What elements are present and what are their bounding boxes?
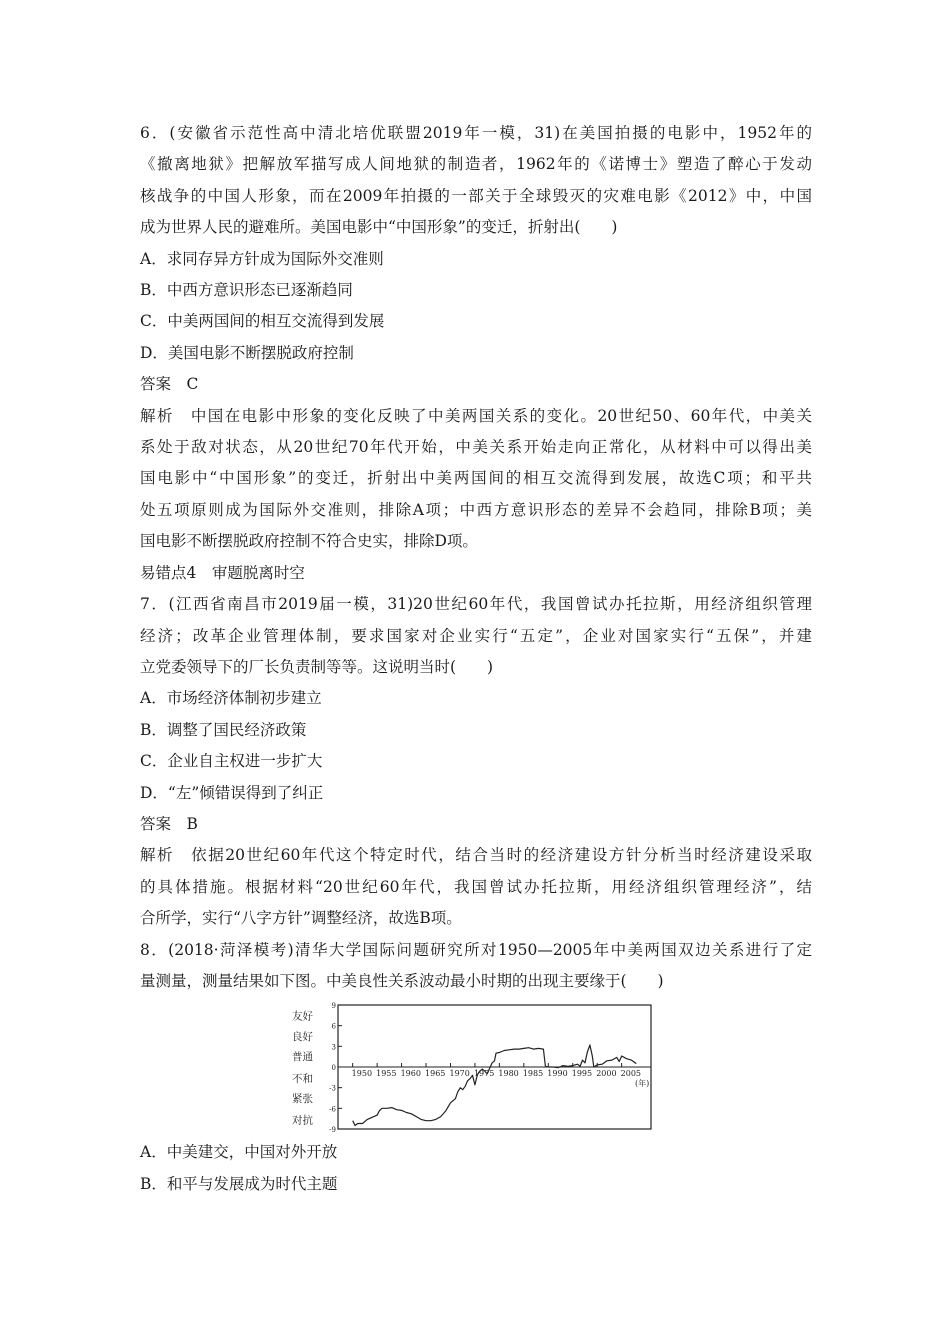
question-8	[140, 935, 812, 1201]
x-tick-label: 1975	[473, 1069, 495, 1079]
question-stem-line: 核战争的中国人形象，而在2009年拍摄的一部关于全球毁灭的灾难电影《2012》中，中国	[140, 186, 812, 205]
analysis-line: 解析 依据20世纪60年代这个特定时代，结合当时的经济建设方针分析当时经济建设采取	[140, 846, 812, 865]
question-stem-line: 7．(江西省南昌市2019届一模，31)20世纪60年代，我国曾试办托拉斯，用经济组织管理	[140, 595, 812, 614]
x-tick-label: 1965	[425, 1069, 446, 1079]
x-axis-label: (年)	[635, 1079, 650, 1089]
option-b: B．调整了国民经济政策	[140, 720, 307, 739]
x-tick-label: 2000	[596, 1069, 617, 1079]
question-stem-line: 成为世界人民的避难所。美国电影中“中国形象”的变迁，折射出( )	[140, 218, 618, 237]
analysis-line: 国电影不断摆脱政府控制不符合史实，排除D项。	[140, 532, 478, 551]
y-tick-label: -9	[329, 1126, 336, 1135]
x-tick-label: 1985	[522, 1069, 544, 1079]
option-b: B．和平与发展成为时代主题	[140, 1174, 338, 1193]
question-7	[140, 589, 812, 934]
question-stem-line: 6．(安徽省示范性高中清北培优联盟2019年一模，31)在美国拍摄的电影中，1952年的	[140, 124, 812, 142]
x-tick-label: 1950	[351, 1069, 373, 1079]
question-stem-line: 经济；改革企业管理体制，要求国家对企业实行“五定”，企业对国家实行“五保”，并建	[140, 626, 812, 645]
relations-line-chart	[290, 999, 660, 1135]
option-b: B．中西方意识形态已逐渐趋同	[140, 281, 353, 300]
option-d: D．“左”倾错误得到了纠正	[140, 783, 324, 802]
x-tick-label: 1995	[571, 1069, 593, 1079]
option-a: A．市场经济体制初步建立	[140, 689, 322, 708]
y-category-label: 友好	[292, 1010, 313, 1023]
option-c: C．企业自主权进一步扩大	[140, 752, 323, 771]
y-tick-label: -3	[329, 1085, 336, 1094]
section-heading: 易错点4 审题脱离时空	[140, 563, 305, 582]
y-tick-label: -6	[329, 1105, 336, 1114]
option-c: C．中美两国间的相互交流得到发展	[140, 312, 385, 331]
y-tick-label: 0	[331, 1064, 336, 1073]
document-page	[140, 118, 812, 1200]
x-tick-label: 2005	[620, 1069, 642, 1079]
option-d: D．美国电影不断摆脱政府控制	[140, 343, 354, 362]
relations-series-line	[353, 1045, 637, 1126]
answer: 答案 C	[140, 375, 199, 394]
analysis-line: 解析 中国在电影中形象的变化反映了中美两国关系的变化。20世纪50、60年代，中美关	[140, 406, 812, 425]
answer: 答案 B	[140, 814, 198, 833]
analysis-line: 系处于敌对状态，从20世纪70年代开始，中美关系开始走向正常化，从材料中可以得出美	[140, 438, 812, 457]
option-a: A．求同存异方针成为国际外交准则	[140, 249, 384, 268]
y-tick-label: 6	[331, 1023, 336, 1032]
y-category-label: 良好	[292, 1031, 313, 1044]
option-a: A．中美建交，中国对外开放	[140, 1143, 338, 1162]
y-tick-label: 9	[331, 1002, 336, 1011]
x-tick-label: 1955	[376, 1069, 397, 1079]
y-tick-label: 3	[331, 1043, 336, 1052]
question-stem-line: 8．(2018·菏泽模考)清华大学国际问题研究所对1950—2005年中美两国双边关系进行了定	[140, 940, 812, 959]
question-stem-line: 立党委领导下的厂长负责制等等。这说明当时( )	[140, 657, 494, 676]
analysis-line: 的具体措施。根据材料“20世纪60年代，我国曾试办托拉斯，用经济组织管理经济”，结	[140, 877, 812, 896]
y-category-label: 对抗	[292, 1114, 313, 1127]
y-category-label: 普通	[292, 1051, 313, 1064]
question-6	[140, 118, 812, 558]
x-tick-label: 1980	[498, 1069, 519, 1079]
analysis-line: 合所学，实行“八字方针”调整经济，故选B项。	[140, 909, 462, 928]
analysis-line: 处五项原则成为国际外交准则，排除A项；中西方意识形态的差异不会趋同，排除B项；美	[140, 500, 812, 519]
x-tick-label: 1960	[400, 1069, 421, 1079]
y-category-label: 紧张	[292, 1093, 313, 1106]
y-category-label: 不和	[292, 1073, 313, 1086]
x-tick-label: 1990	[547, 1069, 568, 1079]
analysis-line: 国电影中“中国形象”的变迁，折射出中美两国间的相互交流得到发展，故选C项；和平共	[140, 469, 812, 488]
question-stem-line: 《撤离地狱》把解放军描写成人间地狱的制造者，1962年的《诺博士》塑造了醉心于发动	[140, 155, 812, 174]
x-tick-label: 1970	[449, 1069, 470, 1079]
relations-chart-area	[140, 997, 812, 1137]
question-stem-line: 量测量，测量结果如下图。中美良性关系波动最小时期的出现主要缘于( )	[140, 971, 664, 990]
